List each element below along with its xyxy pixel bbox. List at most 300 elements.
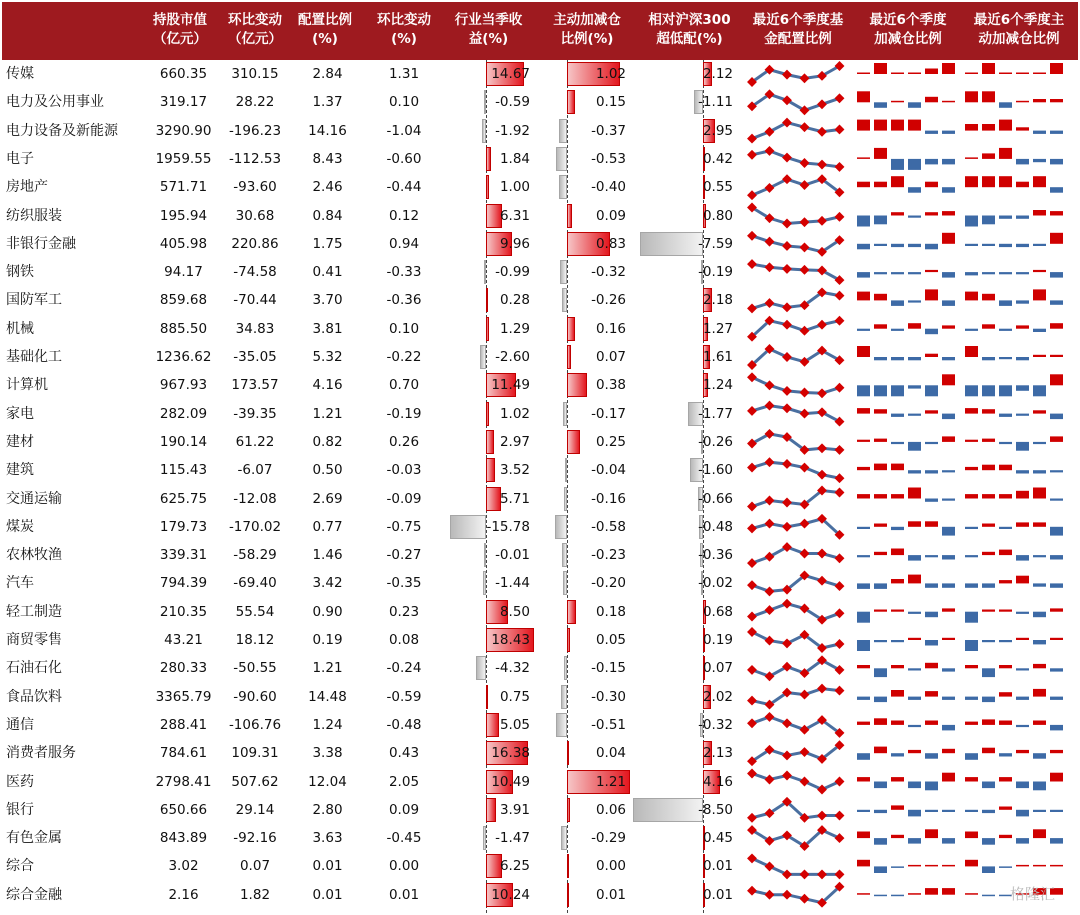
ratio-value: 0.77	[312, 518, 343, 535]
chg6-bar	[908, 385, 921, 388]
trend-point	[765, 586, 775, 596]
trend-line	[752, 292, 840, 308]
ratio-chg-value: -0.27	[386, 547, 422, 564]
ratio-chg-value: -0.59	[386, 688, 422, 705]
trend-line	[752, 717, 840, 733]
trend-point	[800, 869, 810, 879]
act6-bar	[999, 721, 1012, 725]
trend-point	[765, 519, 775, 529]
trend-point	[747, 718, 757, 728]
ratio-value: 14.48	[308, 688, 347, 705]
rel-label: 2.12	[702, 66, 733, 82]
trend-point	[835, 473, 845, 483]
ret-label: 14.67	[491, 66, 530, 82]
act6-bar	[999, 176, 1012, 187]
act6-bar	[982, 244, 995, 246]
chg6-bar	[942, 272, 955, 278]
trend-point	[747, 696, 757, 706]
chg6-bar	[874, 895, 887, 897]
chg6-bar	[874, 357, 887, 360]
ratio-value: 2.69	[312, 490, 343, 507]
trend-point	[800, 409, 810, 419]
trend-point	[747, 406, 757, 416]
act6-bar	[982, 895, 995, 897]
trend-point	[747, 558, 757, 568]
trend-point	[765, 401, 775, 411]
rel-label: -0.36	[698, 547, 733, 564]
mv-value: 794.39	[159, 575, 208, 592]
rel-label: 0.19	[702, 632, 733, 648]
act6-bar	[982, 91, 995, 102]
act6-bar	[1016, 865, 1029, 867]
act6-bar	[1016, 325, 1029, 328]
act6-bar	[965, 467, 978, 470]
act6-bar	[1033, 131, 1046, 134]
chg6-bar	[908, 810, 921, 817]
act6-bar	[982, 552, 995, 555]
act6-bar	[999, 216, 1012, 219]
chg6-bar	[925, 354, 938, 357]
trend-point	[747, 523, 757, 533]
industry-name: 医药	[6, 773, 34, 790]
header-line2: (%)	[391, 31, 417, 47]
mv-value: 339.31	[159, 547, 208, 564]
ret-label: -2.60	[495, 349, 530, 365]
chg6-bar	[874, 747, 887, 754]
trend-point	[817, 549, 827, 559]
ret-label: 1.02	[499, 405, 530, 422]
trend-line	[752, 264, 840, 280]
act6-bar	[982, 124, 995, 131]
chg6-bar	[891, 866, 904, 868]
chg6-bar	[925, 663, 938, 669]
chg6-bar	[925, 810, 938, 812]
chg6-bar	[942, 668, 955, 671]
ratio-chg-value: 0.10	[388, 94, 420, 111]
trend-point	[835, 316, 845, 326]
chg6-bar	[857, 555, 870, 557]
mv-chg-value: -170.02	[228, 518, 282, 535]
active-label: 0.01	[595, 886, 626, 903]
rel-label: 2.18	[702, 292, 733, 309]
act6-bar	[1016, 216, 1029, 219]
industry-name: 交通运输	[6, 490, 62, 507]
trend-point	[835, 833, 845, 843]
act6-bar	[1033, 488, 1046, 499]
mv-chg-value: 30.68	[235, 207, 275, 224]
ratio-chg-value: 0.00	[388, 858, 420, 875]
act6-bar	[982, 385, 995, 396]
ratio-chg-value: -0.44	[386, 179, 422, 196]
industry-name: 建筑	[6, 462, 34, 479]
mv-value: 280.33	[159, 660, 208, 677]
mv-value: 210.35	[159, 603, 208, 620]
act6-bar	[1050, 470, 1063, 472]
chg6-bar	[874, 524, 887, 527]
ratio-value: 0.84	[312, 207, 343, 224]
act6-bar	[1050, 750, 1063, 753]
trend-point	[835, 445, 845, 455]
chg6-bar	[942, 810, 955, 812]
chg6-bar	[857, 612, 870, 623]
act6-bar	[965, 697, 978, 700]
active-label: -0.15	[591, 660, 626, 677]
chg6-bar	[857, 810, 870, 812]
chg6-bar	[942, 233, 955, 244]
industry-name: 电力设备及新能源	[6, 122, 118, 139]
act6-bar	[1050, 233, 1063, 244]
active-label: -0.04	[591, 462, 626, 479]
trend-point	[747, 627, 757, 637]
active-label: -0.16	[591, 490, 626, 507]
chg6-bar	[874, 464, 887, 471]
act6-bar	[1050, 355, 1063, 357]
chg6-bar	[857, 697, 870, 700]
ratio-value: 0.41	[312, 264, 343, 281]
act6-bar	[1033, 664, 1046, 668]
ret-label: 0.75	[499, 688, 530, 705]
chg6-bar	[874, 668, 887, 677]
industry-name: 商贸零售	[6, 632, 62, 648]
active-label: -0.53	[591, 150, 626, 167]
trend-point	[747, 231, 757, 241]
chg6-bar	[942, 131, 955, 134]
trend-point	[800, 122, 810, 132]
mv-value: 2798.41	[155, 773, 212, 790]
act6-bar	[1033, 159, 1046, 162]
rel-label: -0.32	[698, 716, 733, 733]
chg6-bar	[925, 521, 938, 527]
active-label: 0.07	[595, 349, 626, 365]
mv-chg-value: -90.60	[233, 688, 277, 705]
mv-chg-value: 109.31	[231, 745, 279, 762]
act6-bar	[982, 697, 995, 703]
mv-value: 3290.90	[155, 122, 212, 139]
mv-chg-value: 507.62	[231, 773, 279, 790]
act6-bar	[1050, 697, 1063, 700]
chg6-bar	[874, 324, 887, 328]
act6-bar	[965, 753, 978, 760]
trend-point	[835, 212, 845, 222]
active-label: 1.02	[595, 66, 626, 82]
header-line1: 主动加减仓	[553, 12, 621, 28]
act6-bar	[1016, 750, 1029, 753]
act6-bar	[1033, 210, 1046, 216]
chg6-bar	[891, 385, 904, 396]
header-line1: 最近6个季度基	[752, 12, 844, 28]
trend-point	[800, 747, 810, 757]
act6-bar	[965, 408, 978, 414]
active-label: 0.15	[595, 94, 626, 111]
ret-label: 16.38	[491, 745, 530, 762]
chg6-bar	[874, 385, 887, 396]
chg6-bar	[857, 893, 870, 895]
rel-label: -0.66	[698, 490, 733, 507]
trend-point	[765, 457, 775, 467]
rel-label: 0.07	[702, 660, 733, 677]
act6-bar	[999, 244, 1012, 247]
industry-name: 石油石化	[6, 660, 62, 677]
industry-name: 综合金融	[6, 886, 62, 903]
trend-point	[747, 303, 757, 313]
trend-point	[782, 751, 792, 761]
chg6-bar	[942, 608, 955, 611]
chg6-bar	[891, 805, 904, 809]
trend-line	[752, 321, 840, 337]
mv-value: 967.93	[159, 377, 208, 394]
chg6-bar	[925, 329, 938, 335]
industry-name: 轻工制造	[6, 603, 62, 620]
mv-chg-value: 1.82	[239, 886, 271, 903]
act6-bar	[999, 580, 1012, 583]
ratio-chg-value: -0.75	[386, 518, 422, 535]
act6-bar	[965, 810, 978, 812]
chg6-bar	[891, 665, 904, 668]
chg6-bar	[891, 414, 904, 417]
mv-chg-value: -106.76	[228, 716, 282, 733]
chg6-bar	[925, 69, 938, 75]
chg6-bar	[857, 777, 870, 781]
trend-line	[752, 575, 840, 591]
chg6-bar	[857, 272, 870, 278]
ratio-value: 2.46	[312, 179, 343, 196]
industry-name: 食品饮料	[6, 688, 62, 705]
ratio-chg-value: -0.24	[386, 660, 422, 677]
trend-point	[747, 502, 757, 512]
trend-point	[782, 153, 792, 163]
chg6-bar	[925, 159, 938, 165]
active-label: -0.26	[591, 292, 626, 309]
trend-point	[782, 459, 792, 469]
chg6-bar	[908, 216, 921, 218]
trend-point	[817, 99, 827, 109]
act6-bar	[1016, 810, 1029, 817]
ratio-value: 4.16	[312, 377, 343, 394]
mv-chg-value: -196.23	[228, 122, 282, 139]
act6-bar	[999, 665, 1012, 668]
header-line1: 相对沪深300	[648, 12, 731, 28]
act6-bar	[1016, 414, 1029, 416]
trend-point	[782, 264, 792, 274]
act6-bar	[1033, 289, 1046, 300]
chg6-bar	[891, 73, 904, 75]
act6-bar	[982, 668, 995, 677]
ratio-chg-value: 1.31	[388, 66, 420, 82]
chg6-bar	[874, 782, 887, 789]
chg6-bar	[857, 91, 870, 102]
act6-bar	[982, 294, 995, 301]
trend-point	[765, 890, 775, 900]
act6-bar	[982, 838, 995, 845]
industry-name: 家电	[6, 405, 34, 422]
act6-bar	[999, 442, 1012, 444]
act6-bar	[1033, 555, 1046, 557]
ret-label: 5.71	[499, 490, 530, 507]
act6-bar	[982, 176, 995, 187]
industry-name: 房地产	[6, 179, 48, 196]
rel-label: 1.24	[702, 377, 733, 394]
act6-bar	[1050, 436, 1063, 442]
trend-point	[747, 665, 757, 675]
header-line2: 比例(%)	[560, 31, 614, 47]
active-label: 0.16	[595, 320, 626, 337]
chg6-bar	[891, 527, 904, 530]
header-line1: 配置比例	[298, 12, 352, 28]
ratio-value: 3.63	[312, 830, 343, 847]
header-line2: （亿元）	[153, 31, 207, 47]
rel-label: 0.01	[702, 858, 733, 875]
ret-label: 6.25	[499, 858, 530, 875]
chg6-bar	[925, 888, 938, 895]
ratio-value: 0.01	[312, 886, 343, 903]
act6-bar	[1033, 829, 1046, 838]
act6-bar	[1050, 300, 1063, 304]
mv-chg-value: -35.05	[233, 349, 277, 365]
act6-bar	[982, 810, 995, 813]
industry-name: 银行	[6, 801, 34, 818]
chg6-bar	[925, 385, 938, 396]
trend-point	[747, 463, 757, 473]
chg6-bar	[925, 499, 938, 502]
trend-point	[765, 146, 775, 156]
mv-value: 571.71	[159, 179, 208, 196]
ratio-chg-value: -0.45	[386, 830, 422, 847]
chg6-bar	[925, 97, 938, 103]
act6-bar	[982, 357, 995, 360]
chg6-bar	[891, 690, 904, 697]
trend-point	[817, 388, 827, 398]
act6-bar	[1033, 612, 1046, 618]
mv-chg-value: -39.35	[233, 405, 277, 422]
chg6-bar	[874, 866, 887, 873]
active-label: -0.37	[591, 122, 626, 139]
trend-point	[835, 93, 845, 103]
ratio-chg-value: -1.04	[386, 122, 422, 139]
chg6-bar	[942, 414, 955, 420]
chg6-bar	[857, 346, 870, 357]
active-label: 0.04	[595, 745, 626, 762]
active-label: 0.18	[595, 603, 626, 620]
trend-point	[835, 553, 845, 563]
trend-point	[765, 298, 775, 308]
ret-label: 9.96	[499, 235, 530, 252]
act6-bar	[982, 272, 995, 274]
header-line1: 行业当季收	[454, 12, 523, 28]
act6-bar	[965, 640, 978, 651]
trend-point	[800, 549, 810, 559]
mv-value: 843.89	[159, 830, 208, 847]
industry-name: 汽车	[6, 575, 34, 592]
chg6-bar	[942, 865, 955, 867]
act6-bar	[1050, 583, 1063, 587]
mv-chg-value: 173.57	[231, 377, 279, 394]
ratio-value: 0.90	[312, 603, 343, 620]
act6-bar	[999, 866, 1012, 868]
chg6-bar	[891, 721, 904, 725]
chg6-bar	[874, 552, 887, 555]
act6-bar	[1033, 99, 1046, 102]
chg6-bar	[908, 782, 921, 789]
ratio-value: 3.38	[312, 745, 343, 762]
trend-point	[782, 320, 792, 330]
chg6-bar	[857, 832, 870, 839]
chg6-bar	[891, 212, 904, 215]
chg6-bar	[908, 575, 921, 584]
ret-label: 10.24	[491, 886, 530, 903]
act6-bar	[1016, 182, 1029, 188]
industry-name: 综合	[6, 858, 34, 875]
ratio-value: 1.75	[312, 235, 343, 252]
act6-bar	[1050, 99, 1063, 102]
ratio-chg-value: 0.01	[388, 886, 420, 903]
act6-bar	[982, 494, 995, 498]
act6-bar	[1016, 576, 1029, 584]
trend-point	[800, 73, 810, 83]
active-label: -0.23	[591, 547, 626, 564]
trend-point	[765, 380, 775, 390]
chg6-bar	[874, 294, 887, 301]
rel-label: -0.48	[698, 518, 733, 535]
trend-point	[817, 127, 827, 137]
act6-bar	[965, 440, 978, 442]
chg6-bar	[908, 893, 921, 895]
active-label: 0.05	[595, 632, 626, 648]
rel-label: 0.80	[702, 207, 733, 224]
trend-point	[747, 853, 757, 863]
ratio-value: 0.82	[312, 433, 343, 450]
ratio-value: 0.01	[312, 858, 343, 875]
act6-bar	[965, 176, 978, 187]
mv-value: 2.16	[168, 886, 199, 903]
header-line2: 动加减仓比例	[978, 31, 1060, 47]
industry-name: 非银行金融	[6, 235, 76, 252]
chg6-bar	[874, 494, 887, 498]
chg6-bar	[874, 583, 887, 589]
act6-bar	[982, 748, 995, 754]
act6-bar	[965, 494, 978, 498]
ratio-chg-value: 0.23	[388, 603, 420, 620]
act6-bar	[1050, 211, 1063, 215]
trend-point	[835, 811, 845, 821]
rel-label: 1.27	[702, 320, 733, 337]
act6-bar	[999, 73, 1012, 75]
chg6-bar	[857, 665, 870, 668]
chg6-bar	[908, 73, 921, 75]
act6-bar	[982, 63, 995, 74]
chg6-bar	[908, 865, 921, 867]
ratio-chg-value: 0.12	[388, 207, 420, 224]
ratio-chg-value: -0.19	[386, 405, 422, 422]
ratio-chg-value: -0.09	[386, 490, 422, 507]
trend-point	[747, 190, 757, 200]
act6-bar	[1050, 131, 1063, 134]
trend-point	[782, 498, 792, 508]
chg6-bar	[857, 722, 870, 725]
act6-bar	[965, 527, 978, 529]
act6-bar	[982, 439, 995, 442]
chg6-bar	[874, 182, 887, 188]
industry-name: 基础化工	[6, 349, 62, 365]
trend-point	[835, 608, 845, 618]
active-label: 0.25	[595, 433, 626, 450]
chg6-bar	[908, 102, 921, 108]
trend-point	[835, 488, 845, 498]
act6-bar	[1033, 865, 1046, 867]
act6-bar	[1033, 329, 1046, 332]
act6-bar	[982, 409, 995, 413]
ratio-chg-value: 2.05	[388, 773, 420, 790]
chg6-bar	[874, 810, 887, 813]
